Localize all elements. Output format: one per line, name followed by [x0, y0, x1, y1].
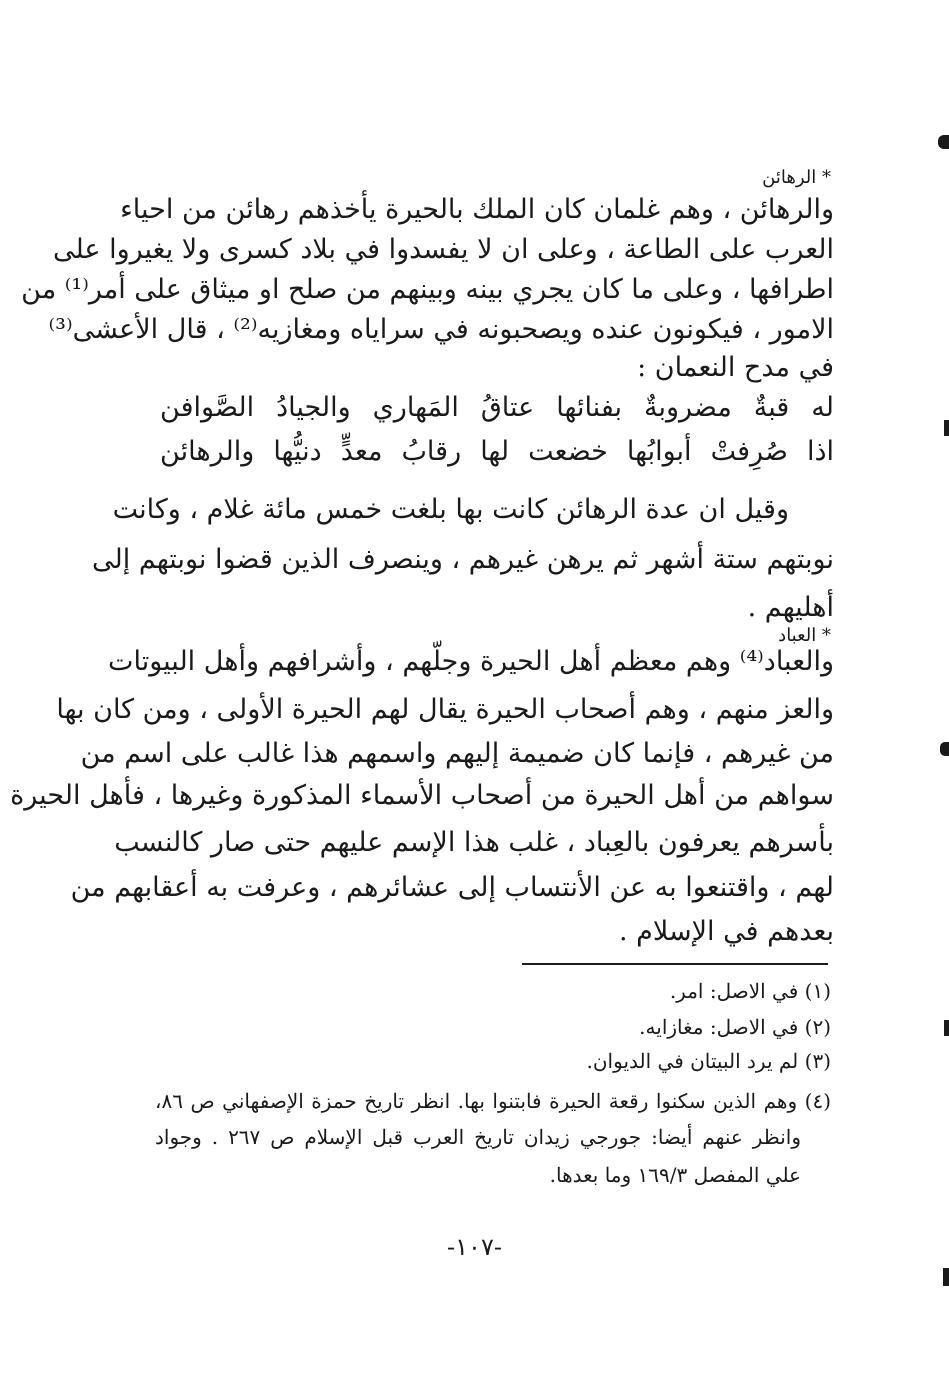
para1-line-5: في مدح النعمان : [637, 352, 834, 383]
verse-word: أبوابُها [626, 436, 692, 467]
para1-line-1: والرهائن ، وهم غلمان كان الملك بالحيرة يأخذهم رهائن من احياء [120, 194, 834, 225]
verse-word: عتاقُ [480, 392, 535, 423]
para2-line-2: نوبتهم ستة أشهر ثم يرهن غيرهم ، وينصرف الذين قضوا نوبتهم إلى [92, 544, 834, 575]
verse-word: مضروبةٌ [643, 392, 732, 423]
para3-line-5: بأسرهم يعرفون بالعِباد ، غلب هذا الإسم عليهم حتى صار كالنسب [114, 827, 834, 858]
verse-word: لها [480, 436, 510, 467]
verse-word: المَهاري [372, 392, 459, 423]
para1-line-3: اطرافها ، وعلى ما كان يجري بينه وبينهم من صلح او ميثاق على أمر⁽¹⁾ من [21, 274, 834, 305]
footnote-3: (٣) لم يرد البيتان في الديوان. [586, 1049, 831, 1073]
scan-edge-mark [944, 420, 949, 436]
scan-edge-mark [938, 135, 949, 149]
verse-word: قبةٌ [753, 392, 790, 423]
para3-line-7: بعدهم في الإسلام . [618, 916, 834, 947]
footnote-divider [522, 963, 828, 965]
para3-line-6: لهم ، واقتنعوا به عن الأنتساب إلى عشائرهم ، وعرفت به أعقابهم من [70, 872, 834, 903]
verse-word: بفنائها [556, 392, 622, 423]
verse-word: والجيادُ [276, 392, 351, 423]
verse-word: رقابُ [401, 436, 462, 467]
para1-line-2: العرب على الطاعة ، وعلى ان لا يفسدوا في بلاد كسرى ولا يغيروا على [52, 234, 834, 265]
verse-word: دنيُّها [273, 436, 322, 467]
verse-line-2 [160, 432, 834, 472]
footnote-4-line-3: علي المفصل ١٦٩/٣ وما بعدها. [549, 1163, 801, 1187]
footnote-4-line-1: (٤) وهم الذين سكنوا رقعة الحيرة فابتنوا بها. انظر تاريخ حمزة الإصفهاني ص ٨٦، [155, 1089, 831, 1113]
verse-word: الصَّوافن [160, 392, 255, 423]
footnote-1: (١) في الاصل: امر. [669, 979, 831, 1003]
heading-rahain: * الرهائن [762, 167, 831, 188]
verse-word: صُرِفتْ [710, 436, 788, 467]
verse-word: اذا [806, 436, 834, 467]
para3-line-1: والعباد⁽⁴⁾ وهم معظم أهل الحيرة وجلّهم ، وأشرافهم وأهل البيوتات [108, 646, 834, 677]
para2-line-1: وقيل ان عدة الرهائن كانت بها بلغت خمس مائة غلام ، وكانت [112, 494, 789, 525]
para3-line-2: والعز منهم ، وهم أصحاب الحيرة يقال لهم الحيرة الأولى ، ومن كان بها [56, 694, 834, 725]
para3-line-4: سواهم من أهل الحيرة من أصحاب الأسماء المذكورة وغيرها ، فأهل الحيرة [10, 780, 834, 811]
page-number: -١٠٧- [447, 1233, 502, 1261]
scan-edge-mark [943, 1268, 949, 1286]
footnote-2: (٢) في الاصل: مغازايه. [639, 1015, 831, 1039]
verse-word: خضعت [528, 436, 608, 467]
verse-word: معدٍّ [340, 436, 383, 467]
para3-line-3: من غيرهم ، فإنما كان ضميمة إليهم واسمهم هذا غالب على اسم من [80, 738, 834, 769]
footnote-4-line-2: وانظر عنهم أيضا: جورجي زيدان تاريخ العرب قبل الإسلام ص ٢٦٧ . وجواد [155, 1125, 801, 1149]
scan-edge-mark [944, 1020, 949, 1036]
scan-edge-mark [940, 742, 949, 756]
para2-line-3: أهليهم . [747, 592, 834, 623]
verse-word: والرهائن [160, 436, 255, 467]
verse-word: له [811, 392, 834, 423]
para1-line-4: الامور ، فيكونون عنده ويصحبونه في سراياه ومغازيه⁽²⁾ ، قال الأعشى⁽³⁾ [48, 314, 834, 345]
heading-ibad: * العباد [778, 625, 831, 646]
verse-line-1 [160, 388, 834, 428]
